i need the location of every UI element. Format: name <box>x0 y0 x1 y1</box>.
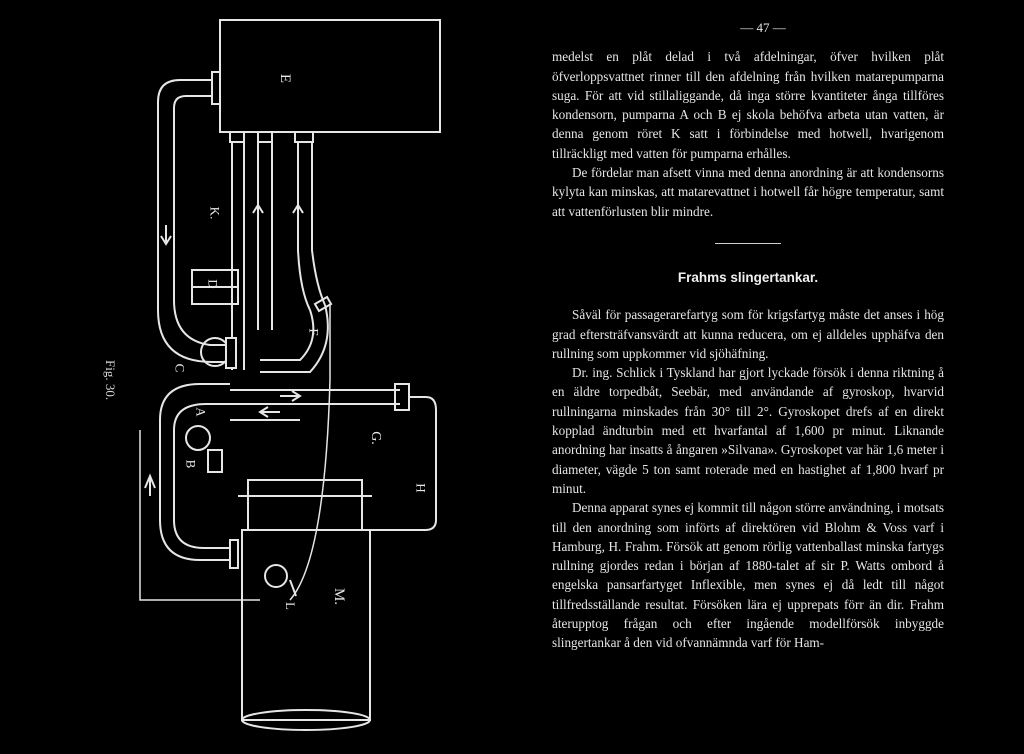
text-column <box>552 18 944 653</box>
tank-e <box>220 20 440 132</box>
label-h: H <box>413 483 429 493</box>
label-f: F <box>306 328 322 336</box>
label-e: E <box>277 73 294 84</box>
condenser-m <box>242 530 370 720</box>
paragraph-2: De fördelar man afsett vinna med denna anordning är att kondensorns kylyta kan minskas, att matarevattnet i hotwell får högre temperatur, samt att vattenförlusten blir mindre. <box>552 165 944 219</box>
section-title: Frahms slingertankar. <box>677 269 819 285</box>
section-divider <box>715 243 781 244</box>
page-number: — 47 — <box>740 20 786 35</box>
section-paragraph-2: Dr. ing. Schlick i Tyskland har gjort lyckade försök i denna riktning å en äldre torpedbåt, Seebär, med användande af gyroskop, hvarvid rullningarna minskades från 30° till 2°. Gyroskopet drefs af en direkt kopplad ändturbin med ett hvarfantal af 1,600 pr minut. Liknande anordning har insatts å ångaren »Silvana». Gyroskopet var här 1,6 meter i diameter, vägde 5 ton samt roterade med en hastighet af 1,800 hvarf pr minut. <box>552 365 944 496</box>
label-d: D <box>205 279 221 289</box>
label-m: M. <box>331 587 348 606</box>
label-b: B <box>183 459 199 469</box>
condenser-diagram <box>120 0 540 754</box>
paragraph-1: medelst en plåt delad i två afdelningar, öfver hvilken plåt öfverloppsvattnet rinner till den afdelning från hvilken matarepumparna suga. För att vid stillaliggande, då inga större kvantiteter ånga tillföres kondensorn, pumparna A och B ej skola behöfva arbeta utan vatten, är denna genom röret K satt i förbindelse med hotwell, hvarigenom tillräckligt med vatten för pumparna erhålles. <box>552 49 944 161</box>
label-g: G. <box>367 431 383 445</box>
label-l: L <box>282 602 298 610</box>
figure-caption: Fig. 30. <box>103 360 118 401</box>
label-c: C <box>172 363 188 373</box>
label-k: K. <box>207 206 223 220</box>
label-a: A <box>193 407 209 417</box>
section-paragraph-1: Såväl för passagerarefartyg som för krigsfartyg måste det anses i hög grad eftersträfvansvärdt att kunna reducera, om ej alldeles upphäfva den rullning som uppkommer vid sjöhäfning. <box>552 307 944 361</box>
section-paragraph-3: Denna apparat synes ej kommit till någon större användning, i motsats till den anordning som införts af direktören vid Blohm & Voss varf i Hamburg, H. Frahm. Försök att genom rörlig vattenballast minska fartygs rullning gjordes redan i början af 1880-talet af sir P. Watts ombord å engelska pansarfartyget Inflexible, men synes ej då ledt till något tillfredsställande resultat. Försöken lära ej upprepats förr än dir. Frahm återupptog frågan och efter ingående modellförsök inbyggde slingertankar å den vid ofvannämnda varf för Ham- <box>552 500 944 651</box>
